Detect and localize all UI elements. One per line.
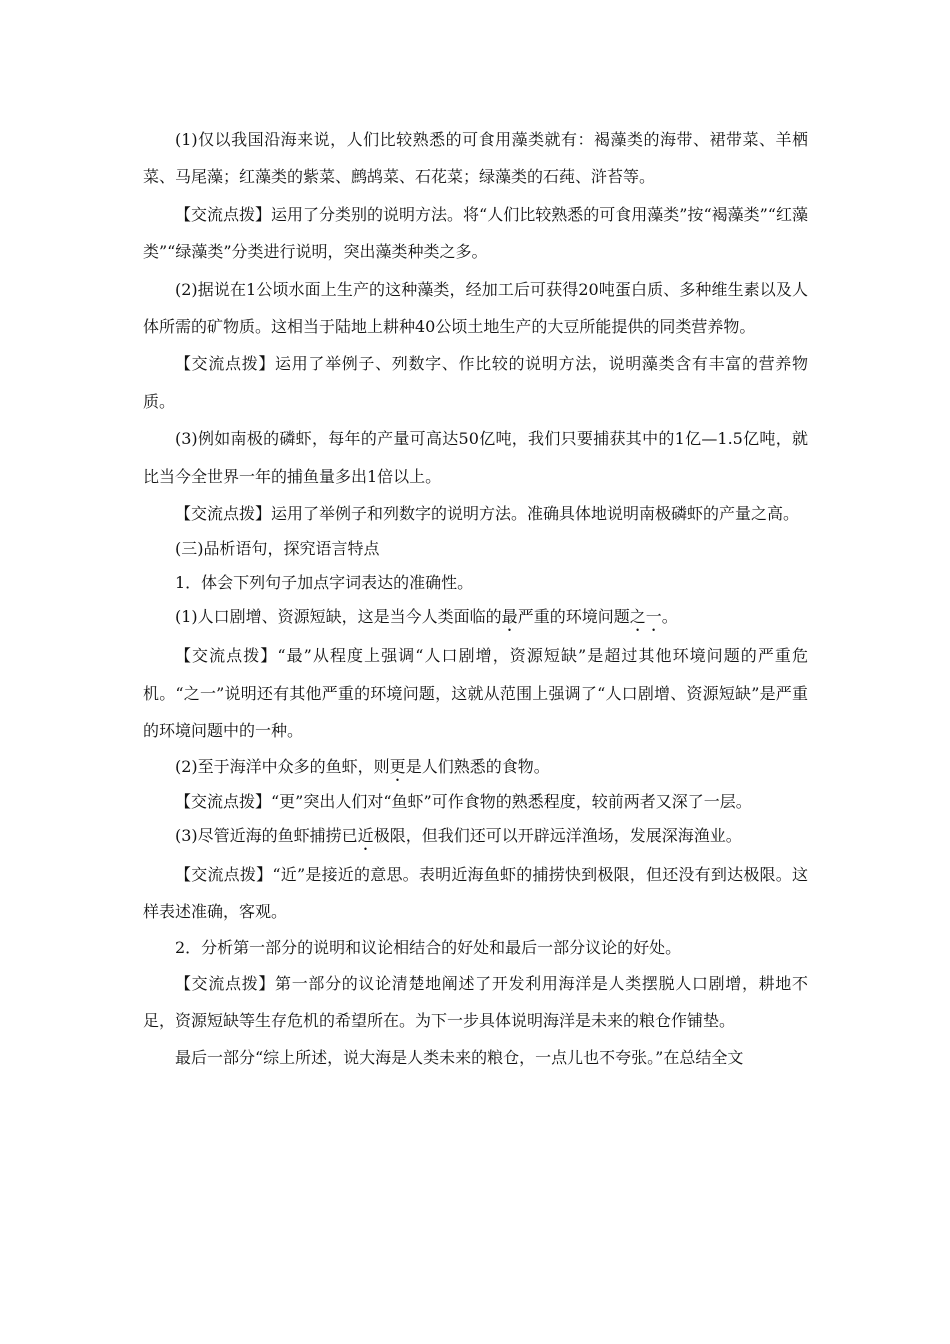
example-sentence-3: (3)例如南极的磷虾，每年的产量可高达50亿吨，我们只要捕获其中的1亿—1.5亿吨，就比当今全世界一年的捕鱼量多出1倍以上。 xyxy=(143,429,808,486)
closing-paragraph: 最后一部分“综上所述，说大海是人类未来的粮仓，一点儿也不夸张。”在总结全文 xyxy=(175,1048,744,1068)
example-sentence-2: (2)据说在1公顷水面上生产的这种藻类，经加工后可获得20吨蛋白质、多种维生素以及人体所需的矿物质。这相当于陆地上耕种40公顷土地生产的大豆所能提供的同类营养物。 xyxy=(143,279,808,337)
emphasis-word: 更 xyxy=(389,756,406,776)
exchange-tip-3: 【交流点拨】运用了举例子和列数字的说明方法。准确具体地说明南极磷虾的产量之高。 xyxy=(175,504,800,524)
section-heading: (三)品析语句，探究语言特点 xyxy=(175,539,380,559)
emphasis-word: 之一 xyxy=(629,607,662,627)
dotted-sentence-2 xyxy=(143,750,808,785)
dotted-sentence-1 xyxy=(143,600,808,635)
emphasis-word: 最 xyxy=(501,607,518,627)
dotted-sentence-3 xyxy=(143,819,808,854)
exchange-tip-6: 【交流点拨】“近”是接近的意思。表明近海鱼虾的捕捞快到极限，但还没有到达极限。这样表述准确，客观。 xyxy=(143,864,808,922)
exchange-tip-4: 【交流点拨】“最”从程度上强调“人口剧增，资源短缺”是超过其他环境问题的严重危机。“之一”说明还有其他严重的环境问题，这就从范围上强调了“人口剧增、资源短缺”是严重的环境问题中的一种。 xyxy=(143,646,808,741)
sentence-text: (3)尽管近海的鱼虾捕捞已 xyxy=(175,825,358,845)
exchange-tip-5: 【交流点拨】“更”突出人们对“鱼虾”可作食物的熟悉程度，较前两者又深了一层。 xyxy=(175,791,752,811)
sentence-text: 。 xyxy=(661,607,678,627)
emphasis-word: 近 xyxy=(357,825,374,845)
sentence-text: (1)人口剧增、资源短缺，这是当今人类面临的 xyxy=(175,607,502,627)
document-body xyxy=(143,121,808,1077)
sentence-text: 严重的环境问题 xyxy=(517,607,630,627)
sentence-text: (2)至于海洋中众多的鱼虾，则 xyxy=(175,756,390,776)
exchange-tip-7: 【交流点拨】第一部分的议论清楚地阐述了开发利用海洋是人类摆脱人口剧增，耕地不足，资源短缺等生存危机的希望所在。为下一步具体说明海洋是未来的粮仓作铺垫。 xyxy=(143,973,808,1030)
example-sentence-1: (1)仅以我国沿海来说，人们比较熟悉的可食用藻类就有：褐藻类的海带、裙带菜、羊栖菜、马尾藻；红藻类的紫菜、鹧鸪菜、石花菜；绿藻类的石莼、浒苔等。 xyxy=(143,130,808,187)
sentence-text: 是人们熟悉的食物。 xyxy=(405,756,550,776)
exchange-tip-1: 【交流点拨】运用了分类别的说明方法。将“人们比较熟悉的可食用藻类”按“褐藻类”“红藻类”“绿藻类”分类进行说明，突出藻类种类之多。 xyxy=(143,204,808,262)
exchange-tip-2: 【交流点拨】运用了举例子、列数字、作比较的说明方法，说明藻类含有丰富的营养物质。 xyxy=(143,354,808,411)
question-2: 2．分析第一部分的说明和议论相结合的好处和最后一部分议论的好处。 xyxy=(175,937,682,957)
question-1: 1．体会下列句子加点字词表达的准确性。 xyxy=(175,573,474,593)
sentence-text: 极限，但我们还可以开辟远洋渔场，发展深海渔业。 xyxy=(373,825,742,845)
